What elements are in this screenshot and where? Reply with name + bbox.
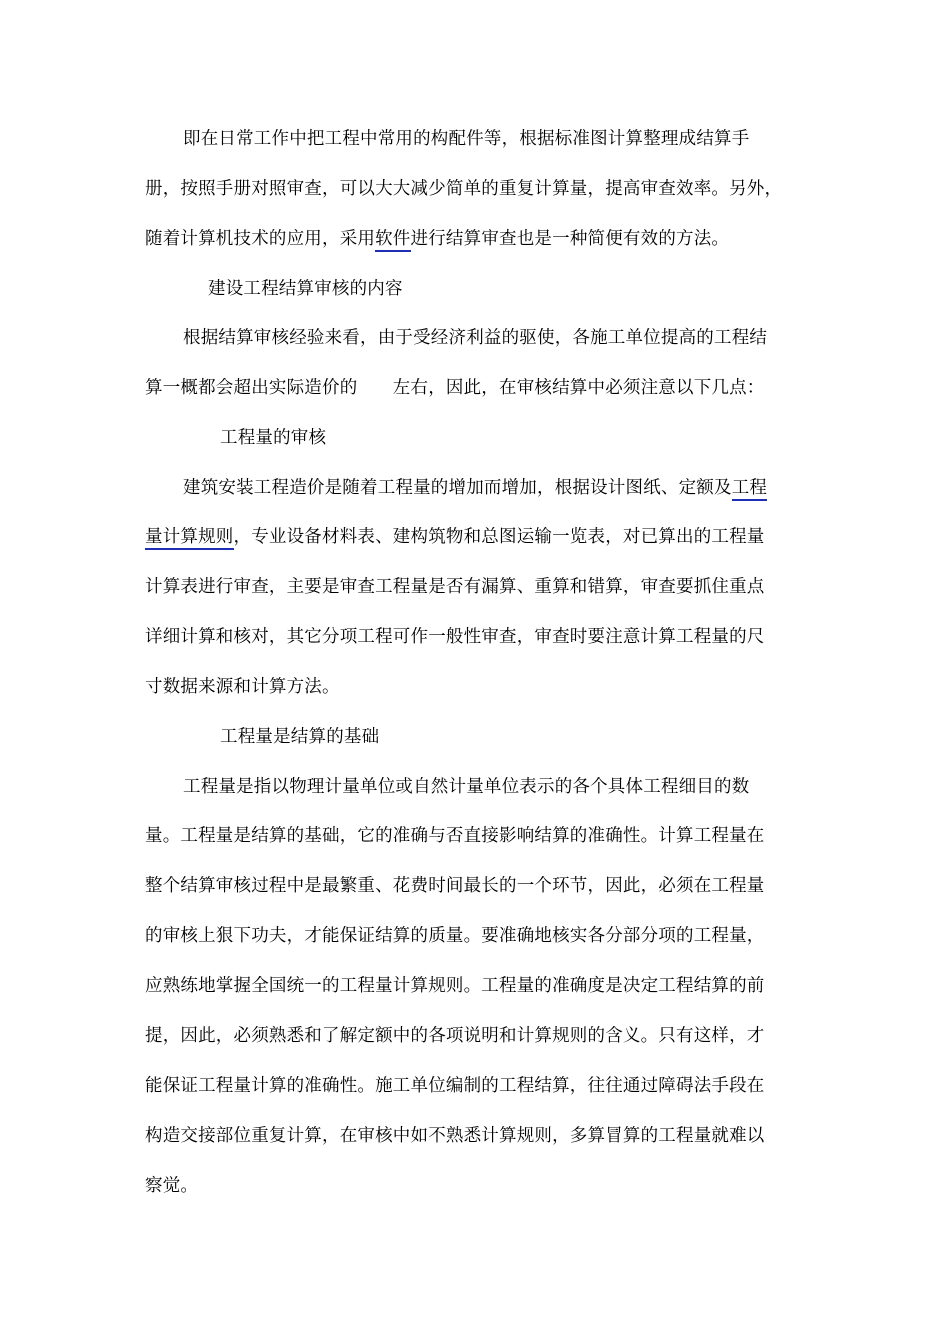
- paragraph-4-line-9: 察觉。: [145, 1176, 199, 1196]
- paragraph-3-line-2: [145, 526, 765, 548]
- quantity-rules-link-part-2[interactable]: 量计算规则: [145, 527, 234, 550]
- paragraph-1-line-1: 即在日常工作中把工程中常用的构配件等，根据标准图计算整理成结算手: [183, 129, 750, 149]
- paragraph-1-line-3: [145, 228, 729, 250]
- paragraph-4-line-3: 整个结算审核过程中是最繁重、花费时间最长的一个环节，因此，必须在工程量: [145, 876, 765, 896]
- paragraph-1-line-3-text-before: 随着计算机技术的应用，采用: [145, 229, 376, 249]
- section-heading-quantity-audit: 工程量的审核: [220, 428, 327, 448]
- paragraph-3-line-3: 计算表进行审查，主要是审查工程量是否有漏算、重算和错算，审查要抓住重点: [145, 577, 765, 597]
- paragraph-3-line-4: 详细计算和核对，其它分项工程可作一般性审查，审查时要注意计算工程量的尺: [145, 627, 765, 647]
- quantity-rules-link-part-1[interactable]: 工程: [732, 478, 767, 501]
- paragraph-3-line-2-text: ，专业设备材料表、建构筑物和总图运输一览表，对已算出的工程量: [233, 527, 765, 547]
- paragraph-4-line-6: 提，因此，必须熟悉和了解定额中的各项说明和计算规则的含义。只有这样，才: [145, 1026, 765, 1046]
- paragraph-3-line-1-text: 建筑安装工程造价是随着工程量的增加而增加，根据设计图纸、定额及: [183, 478, 732, 498]
- paragraph-3-line-1: [183, 477, 767, 499]
- paragraph-1-line-2: 册，按照手册对照审查，可以大大减少简单的重复计算量，提高审查效率。另外，: [145, 179, 783, 199]
- section-heading-audit-content: 建设工程结算审核的内容: [208, 279, 403, 299]
- paragraph-4-line-1: 工程量是指以物理计量单位或自然计量单位表示的各个具体工程细目的数: [183, 777, 750, 797]
- paragraph-4-line-5: 应熟练地掌握全国统一的工程量计算规则。工程量的准确度是决定工程结算的前: [145, 976, 765, 996]
- software-link[interactable]: 软件: [375, 229, 410, 252]
- paragraph-4-line-7: 能保证工程量计算的准确性。施工单位编制的工程结算，往往通过障碍法手段在: [145, 1076, 765, 1096]
- paragraph-3-line-5: 寸数据来源和计算方法。: [145, 677, 340, 697]
- paragraph-2-line-2: 算一概都会超出实际造价的 左右，因此，在审核结算中必须注意以下几点：: [145, 378, 765, 398]
- paragraph-1-line-3-text-after: 进行结算审查也是一种简便有效的方法。: [410, 229, 730, 249]
- section-heading-quantity-basis: 工程量是结算的基础: [220, 727, 380, 747]
- paragraph-2-line-1: 根据结算审核经验来看，由于受经济利益的驱使，各施工单位提高的工程结: [183, 328, 768, 348]
- paragraph-4-line-8: 构造交接部位重复计算，在审核中如不熟悉计算规则，多算冒算的工程量就难以: [145, 1126, 765, 1146]
- paragraph-4-line-2: 量。工程量是结算的基础，它的准确与否直接影响结算的准确性。计算工程量在: [145, 826, 765, 846]
- paragraph-4-line-4: 的审核上狠下功夫，才能保证结算的质量。要准确地核实各分部分项的工程量，: [145, 926, 765, 946]
